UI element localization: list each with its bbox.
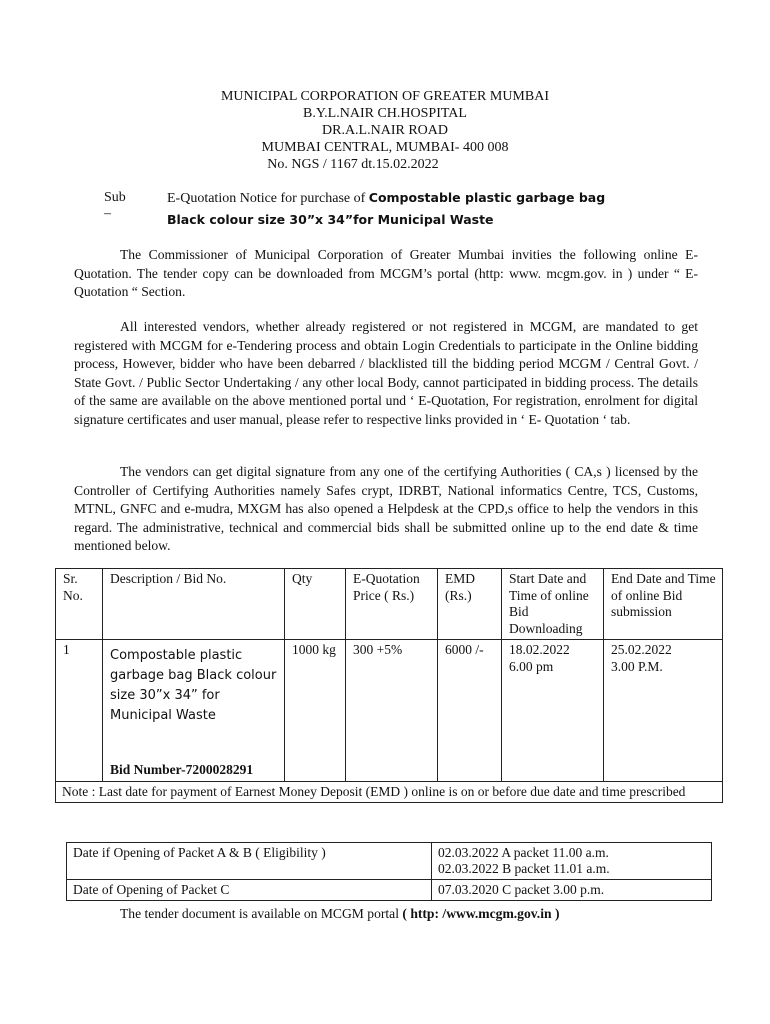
table-header-row — [56, 569, 723, 640]
packet-ab-dates — [432, 843, 712, 880]
start-date: 18.02.2022 — [509, 642, 570, 657]
end-time: 3.00 P.M. — [611, 658, 663, 674]
reference-number: No. NGS / 1167 dt.15.02.2022 — [267, 157, 439, 172]
table-row — [67, 880, 712, 901]
table-row — [67, 843, 712, 880]
letterhead — [0, 88, 770, 173]
end-date: 25.02.2022 — [611, 642, 672, 657]
cell-end-date — [604, 640, 723, 782]
city-address: MUMBAI CENTRAL, MUMBAI- 400 008 — [261, 140, 509, 155]
packet-b-date: 02.03.2022 B packet 11.01 a.m. — [438, 861, 610, 876]
packet-c-date: 07.03.2020 C packet 3.00 p.m. — [432, 880, 712, 901]
item-description: Compostable plastic garbage bag Black colour size 30”x 34” for Municipal Waste — [110, 648, 277, 723]
portal-link[interactable]: ( http: /www.mcgm.gov.in ) — [402, 906, 560, 921]
org-name: MUNICIPAL CORPORATION OF GREATER MUMBAI — [220, 89, 549, 104]
packet-c-label: Date of Opening of Packet C — [67, 880, 432, 901]
table-note-row — [56, 781, 723, 803]
tender-table — [55, 568, 723, 803]
header-qty: Qty — [285, 569, 346, 640]
opening-dates-table — [66, 842, 712, 901]
start-time: 6.00 pm — [509, 658, 554, 674]
footer-text: The tender document is available on MCGM portal — [120, 906, 403, 921]
paragraph-registration: All interested vendors, whether already registered or not registered in MCGM, are mandated to get registered with MCGM for e-Tendering process and obtain Login Credentials to participate in the Online bidding process, However, bidder who have been debarred / blacklisted till the bidding period MCGM / Central Govt. / State Govt. / Public Sector Undertaking / any other local Body, cannot participated in bidding process. The details of the same are available on the above mentioned portal und ‘ E-Quotation, For registration, enrolment for digital signature certificates and user manual, please refer to respective links provided in ‘ E- Quotation ‘ tab. — [74, 319, 698, 427]
paragraph-digital-signature: The vendors can get digital signature from any one of the certifying Authorities ( CA,s ) licensed by the Controller of Certifying Authorities namely Safes crypt, IDRBT, National informatics Centre, TCS, Customs, MTNL, GNFC and e-mudra, MXGM has also opened a Helpdesk at the CPD,s office to help the vendors in this regard. The administrative, technical and commercial bids shall be submitted online up to the end date & time mentioned below. — [74, 464, 698, 554]
cell-start-date — [502, 640, 604, 782]
bid-number: Bid Number-7200028291 — [110, 762, 254, 777]
cell-description — [103, 640, 285, 782]
cell-qty: 1000 kg — [285, 640, 346, 782]
subject-text — [167, 190, 605, 207]
header-end-date: End Date and Time of online Bid submission — [604, 569, 723, 640]
header-description: Description / Bid No. — [103, 569, 285, 640]
header-sr-no: Sr. No. — [56, 569, 103, 640]
paragraph-intro: The Commissioner of Municipal Corporation of Greater Mumbai invities the following online E-Quotation. The tender copy can be downloaded from MCGM’s portal (http: www. mcgm.gov. in ) under “ E-Quotation “ Section. — [74, 247, 698, 300]
subject-item-bold-line2: Black colour size 30”x 34”for Municipal Waste — [167, 212, 494, 227]
hospital-name: B.Y.L.NAIR CH.HOSPITAL — [303, 106, 467, 121]
footer-note — [120, 906, 559, 922]
road-name: DR.A.L.NAIR ROAD — [322, 123, 448, 138]
packet-a-date: 02.03.2022 A packet 11.00 a.m. — [438, 845, 609, 860]
emd-note: Note : Last date for payment of Earnest Money Deposit (EMD ) online is on or before due date and time prescribed — [56, 781, 723, 803]
header-emd: EMD (Rs.) — [438, 569, 502, 640]
table-row — [56, 640, 723, 782]
cell-emd: 6000 /- — [438, 640, 502, 782]
packet-ab-label: Date if Opening of Packet A & B ( Eligibility ) — [67, 843, 432, 880]
header-price: E-Quotation Price ( Rs.) — [346, 569, 438, 640]
cell-price: 300 +5% — [346, 640, 438, 782]
subject-label: Sub – — [104, 190, 126, 221]
subject-item-bold: Compostable plastic garbage bag — [368, 190, 606, 205]
cell-sr-no: 1 — [56, 640, 103, 782]
header-start-date: Start Date and Time of online Bid Downloading — [502, 569, 604, 640]
subject-prefix: E-Quotation Notice for purchase of — [167, 191, 369, 206]
